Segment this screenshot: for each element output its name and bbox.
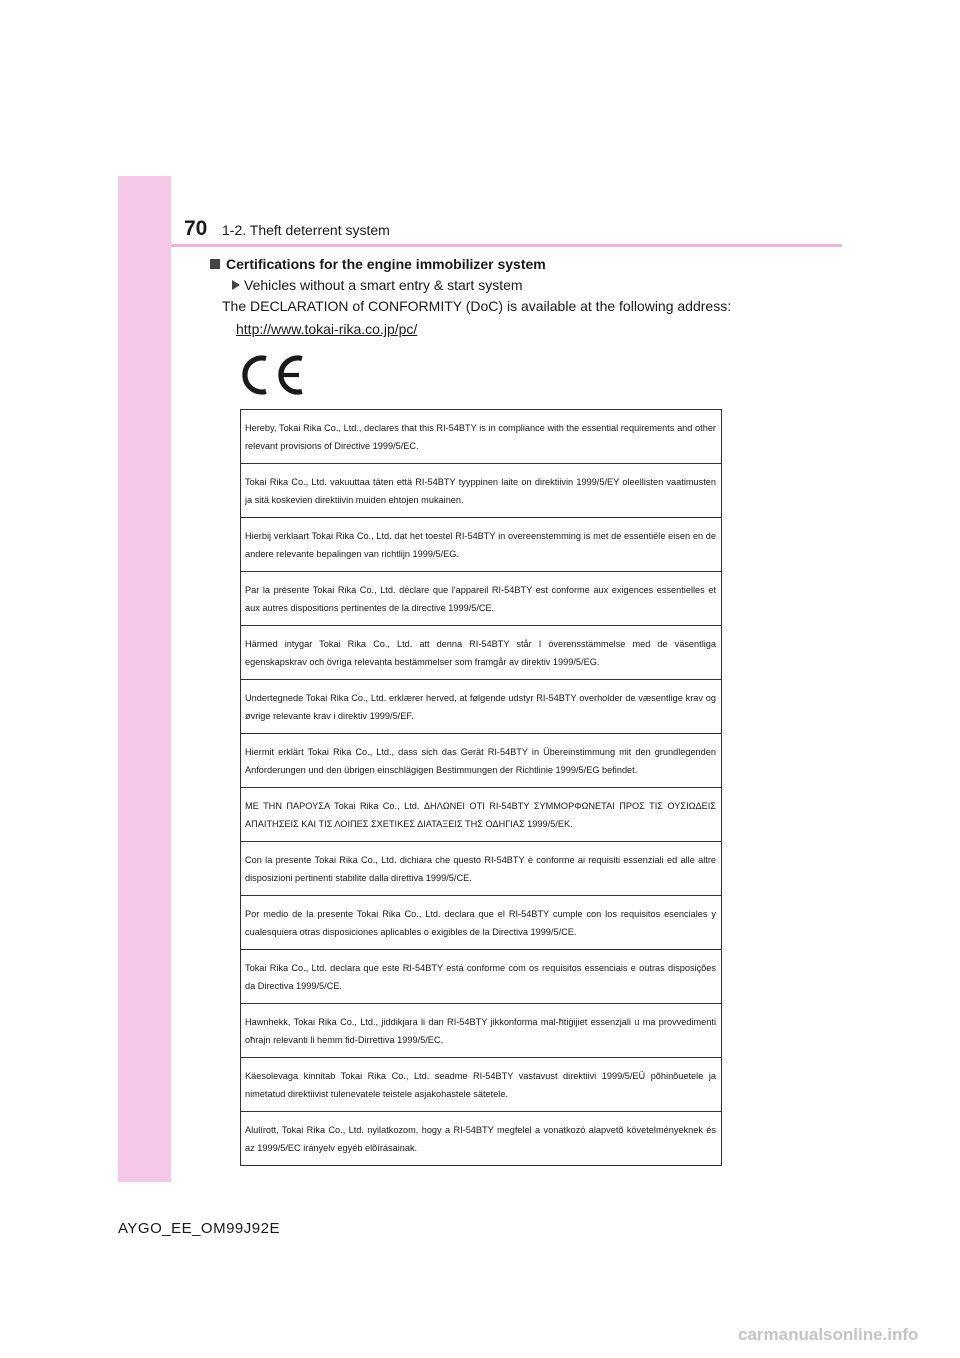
heading-text: Certifications for the engine immobilizer system	[226, 256, 546, 272]
declaration-greek: ΜΕ ΤΗΝ ΠΑΡΟΥΣΑ Tokai Rika Co., Ltd. ΔΗΛΩΝΕΙ ΟΤΙ RI-54BTY ΣΥΜΜΟΡΦΩΝΕΤΑΙ ΠΡΟΣ ΤΙΣ ΟΥΣΙΩΔΕΙΣ ΑΠΑΙΤΗΣΕΙΣ ΚΑΙ ΤΙΣ ΛΟΙΠΕΣ ΣΧΕΤΙΚΕΣ ΔΙΑΤΑΞΕΙΣ ΤΗΣ ΟΔΗΓΙΑΣ 1999/5/ΕΚ.	[241, 788, 721, 842]
declaration-spanish: Por medio de la presente Tokai Rika Co., Ltd. declara que el RI-54BTY cumple con los requisitos esenciales y cualesquiera otras disposiciones aplicables o exigibles de la Directiva 1999/5/CE.	[241, 896, 721, 950]
side-tab-band	[118, 176, 171, 1182]
ce-mark-c-shape	[245, 358, 266, 392]
declaration-hungarian: Alulírott, Tokai Rika Co., Ltd. nyilatkozom, hogy a RI-54BTY megfelel a vonatkozó alapvetõ követelményeknek és az 1999/5/EC irányelv egyéb elõírásainak.	[241, 1112, 721, 1166]
triangle-bullet-icon	[232, 280, 240, 290]
declaration-french: Par la présente Tokai Rika Co., Ltd. déclare que l'appareil RI-54BTY est conforme aux exigences essentielles et aux autres dispositions pertinentes de la directive 1999/5/CE.	[241, 572, 721, 626]
certifications-heading	[210, 255, 546, 273]
ce-mark-icon	[236, 352, 306, 398]
page-number: 70	[184, 217, 208, 240]
doc-availability-text: The DECLARATION of CONFORMITY (DoC) is available at the following address:	[222, 298, 732, 314]
declaration-danish: Undertegnede Tokai Rika Co., Ltd. erklærer herved, at følgende udstyr RI-54BTY overholder de væsentlige krav og øvrige relevante krav i direktiv 1999/5/EF.	[241, 680, 721, 734]
declaration-dutch: Hierbij verklaart Tokai Rika Co., Ltd. dat het toestel RI-54BTY in overeenstemming is met de essentiële eisen en de andere relevante bepalingen van richtlijn 1999/5/EG.	[241, 518, 721, 572]
declaration-estonian: Käesolevaga kinnitab Tokai Rika Co., Ltd. seadme RI-54BTY vastavust direktiivi 1999/5/EÜ põhinõuetele ja nimetatud direktiivist tulenevatele teistele asjakohastele sätetele.	[241, 1058, 721, 1112]
header-rule	[171, 244, 842, 247]
declaration-english: Hereby, Tokai Rika Co., Ltd., declares that this RI-54BTY is in compliance with the essential requirements and other relevant provisions of Directive 1999/5/EC.	[241, 410, 721, 464]
vehicle-type-subheading	[232, 276, 523, 294]
manual-code: AYGO_EE_OM99J92E	[118, 1220, 280, 1237]
declaration-maltese: Hawnhekk, Tokai Rika Co., Ltd., jiddikjara li dan RI-54BTY jikkonforma mal-ħtiġijiet essenzjali u ma provvedimenti oħrajn relevanti li hemm fid-Dirrettiva 1999/5/EC.	[241, 1004, 721, 1058]
declaration-italian: Con la presente Tokai Rika Co., Ltd. dichiara che questo RI-54BTY è conforme ai requisiti essenziali ed alle altre disposizioni pertinenti stabilite dalla direttiva 1999/5/CE.	[241, 842, 721, 896]
declaration-swedish: Härmed intygar Tokai Rika Co., Ltd. att denna RI-54BTY står I överensstämmelse med de väsentliga egenskapskrav och övriga relevanta bestämmelser som framgår av direktiv 1999/5/EG.	[241, 626, 721, 680]
declaration-table	[240, 409, 722, 1166]
watermark: carmanualsonline.info	[738, 1325, 919, 1344]
square-bullet-icon	[210, 259, 220, 269]
declaration-portuguese: Tokai Rika Co., Ltd. declara que este RI-54BTY está conforme com os requisitos essenciais e outras disposições da Directiva 1999/5/CE.	[241, 950, 721, 1004]
declaration-german: Hiermit erklärt Tokai Rika Co., Ltd., dass sich das Gerät RI-54BTY in Übereinstimmung mit den grundlegenden Anforderungen und den übrigen einschlägigen Bestimmungen der Richtlinie 1999/5/EG befindet.	[241, 734, 721, 788]
section-title: 1-2. Theft deterrent system	[222, 222, 390, 238]
subheading-text: Vehicles without a smart entry & start system	[244, 277, 523, 293]
declaration-finnish: Tokai Rika Co., Ltd. vakuuttaa täten että RI-54BTY tyyppinen laite on direktiivin 1999/5/EY oleellisten vaatimusten ja sitä koskevien direktiivin muiden ehtojen mukainen.	[241, 464, 721, 518]
doc-link[interactable]: http://www.tokai-rika.co.jp/pc/	[236, 321, 418, 337]
